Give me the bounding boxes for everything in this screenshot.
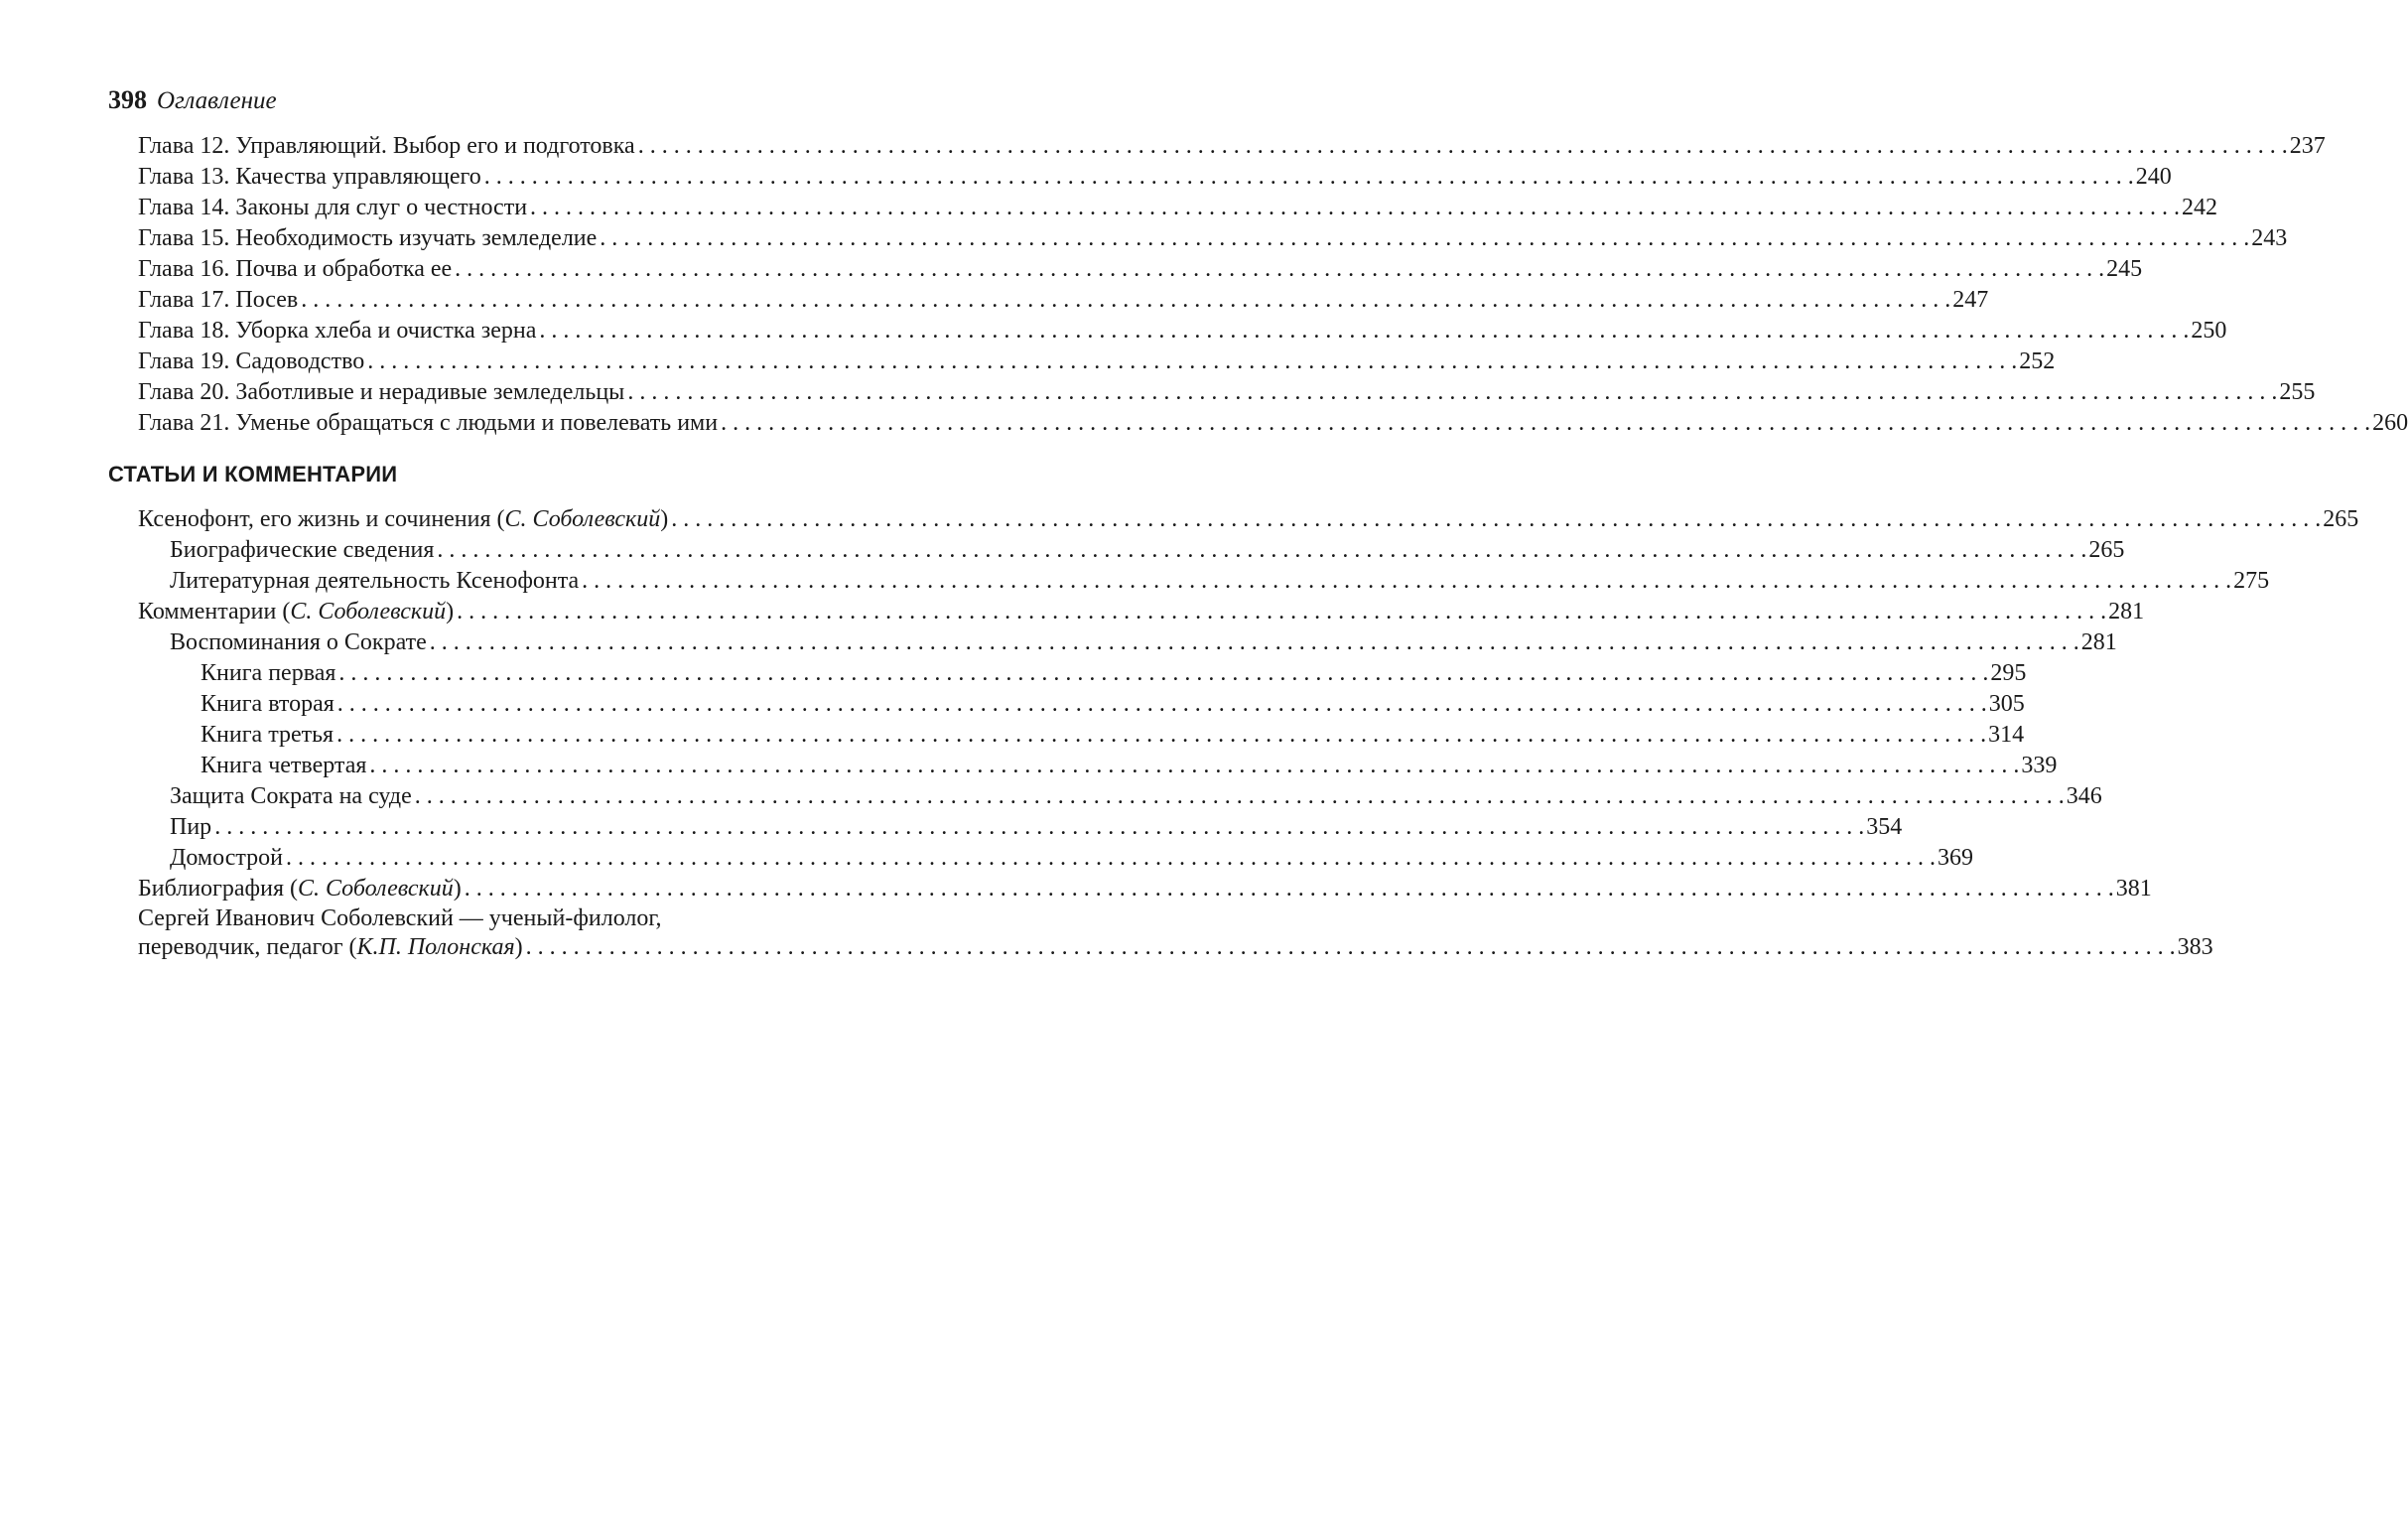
toc-entry-label: Книга вторая <box>201 691 334 717</box>
leader-dots <box>671 504 2321 535</box>
toc-entry-page: 369 <box>1937 845 1973 871</box>
section-heading: СТАТЬИ И КОММЕНТАРИИ <box>108 462 398 486</box>
toc-entry-label: Глава 20. Заботливые и нерадивые земледельцы <box>138 379 625 405</box>
toc-entry-label-line2: переводчик, педагог (К.П. Полонская) <box>138 934 523 960</box>
leader-dots <box>465 874 2114 904</box>
running-head <box>108 83 277 118</box>
toc-entry-label: Комментарии (С. Соболевский) <box>138 599 455 625</box>
leader-dots <box>457 597 2106 627</box>
toc-entry-page: 339 <box>2021 753 2058 778</box>
toc-entry[interactable] <box>138 223 2288 254</box>
leader-dots <box>484 162 2134 193</box>
toc-entry[interactable] <box>138 131 2326 162</box>
toc-entry-label: Литературная деятельность Ксенофонта <box>170 568 580 594</box>
toc-entry[interactable] <box>138 316 2227 347</box>
toc-entry-label: Глава 17. Посев <box>138 287 299 313</box>
toc-entry[interactable] <box>138 377 2316 408</box>
toc-entry-label: Домострой <box>170 845 283 871</box>
leader-dots <box>437 535 2086 566</box>
toc-entry-page: 275 <box>2233 568 2270 594</box>
toc-entry-author: К.П. Полонская <box>356 934 515 960</box>
toc-entry[interactable] <box>170 812 1903 843</box>
toc-entry-label: Ксенофонт, его жизнь и сочинения (С. Соболевский) <box>138 506 669 532</box>
toc-entry-author: С. Соболевский <box>298 876 454 902</box>
toc-entry-page: 265 <box>2323 506 2359 532</box>
toc-entry-page: 255 <box>2279 379 2316 405</box>
toc-entry-page: 260 <box>2372 410 2408 436</box>
toc-entry[interactable] <box>170 535 2125 566</box>
leader-dots <box>582 566 2231 597</box>
toc-entry[interactable] <box>138 347 2056 377</box>
toc-entry-page: 305 <box>1988 691 2025 717</box>
toc-entry-page: 247 <box>1952 287 1989 313</box>
toc-entry-page: 242 <box>2182 195 2218 220</box>
toc-entry[interactable] <box>138 254 2143 285</box>
leader-dots <box>530 193 2180 223</box>
toc-entry[interactable] <box>201 751 2058 781</box>
toc-entry-label: Книга первая <box>201 660 336 686</box>
toc-entry-page: 381 <box>2115 876 2152 902</box>
leader-dots <box>455 254 2104 285</box>
toc-entry-page: 383 <box>2177 934 2213 960</box>
toc-entry-page: 245 <box>2106 256 2143 282</box>
toc-entry-page: 243 <box>2251 225 2288 251</box>
toc-entry[interactable] <box>138 193 2218 223</box>
toc-entry-label: Глава 18. Уборка хлеба и очистка зерна <box>138 318 537 344</box>
leader-dots <box>721 408 2370 439</box>
toc-entry[interactable] <box>201 689 2025 720</box>
toc-entry[interactable] <box>201 720 2025 751</box>
toc-entry-page: 314 <box>1988 722 2025 748</box>
toc-entry-label: Глава 21. Уменье обращаться с людьми и повелевать ими <box>138 410 719 436</box>
leader-dots <box>600 223 2249 254</box>
toc-entry-label: Глава 14. Законы для слуг о честности <box>138 195 528 220</box>
leader-dots <box>336 720 1986 751</box>
running-title: Оглавление <box>157 87 277 114</box>
leader-dots <box>539 316 2189 347</box>
toc-entry-page: 237 <box>2289 133 2326 159</box>
leader-dots <box>369 751 2019 781</box>
toc-entry-page: 250 <box>2191 318 2227 344</box>
toc-entry[interactable] <box>138 285 1989 316</box>
toc-entry[interactable] <box>201 658 2027 689</box>
toc-entry[interactable] <box>170 843 1973 874</box>
toc-entry[interactable] <box>138 504 2359 535</box>
toc-entry-label: Книга третья <box>201 722 334 748</box>
leader-dots <box>337 689 1987 720</box>
chapter-list <box>0 131 2408 439</box>
leader-dots <box>338 658 1988 689</box>
leader-dots <box>430 627 2079 658</box>
toc-entry[interactable] <box>170 781 2102 812</box>
articles-list <box>0 504 2359 962</box>
toc-entry-label: Глава 13. Качества управляющего <box>138 164 481 190</box>
toc-entry-label: Глава 16. Почва и обработка ее <box>138 256 453 282</box>
toc-entry-page: 281 <box>2080 629 2117 655</box>
toc-entry-label: Библиография (С. Соболевский) <box>138 876 462 902</box>
toc-entry-page: 295 <box>1990 660 2027 686</box>
leader-dots <box>286 843 1936 874</box>
toc-entry-page: 354 <box>1866 814 1903 840</box>
toc-entry-author: С. Соболевский <box>290 599 447 625</box>
leader-dots <box>367 347 2017 377</box>
toc-entry-author: С. Соболевский <box>504 506 661 532</box>
toc-entry-label: Биографические сведения <box>170 537 435 563</box>
toc-entry[interactable] <box>170 627 2117 658</box>
leader-dots <box>301 285 1950 316</box>
toc-entry-label-line1: Сергей Иванович Соболевский — ученый-филолог, <box>138 905 662 931</box>
toc-entry[interactable] <box>170 566 2270 597</box>
toc-entry-page: 240 <box>2135 164 2172 190</box>
leader-dots <box>526 933 2176 962</box>
toc-entry[interactable] <box>138 874 2152 904</box>
leader-dots <box>415 781 2065 812</box>
leader-dots <box>638 131 2288 162</box>
leader-dots <box>627 377 2277 408</box>
toc-entry-label: Глава 15. Необходимость изучать земледелие <box>138 225 598 251</box>
toc-entry-label: Книга четвертая <box>201 753 367 778</box>
toc-entry-page: 252 <box>2019 348 2056 374</box>
toc-entry[interactable] <box>138 408 2408 439</box>
toc-entry[interactable] <box>138 162 2172 193</box>
toc-entry[interactable] <box>138 904 2213 962</box>
toc-entry-label: Глава 19. Садоводство <box>138 348 365 374</box>
toc-entry-label: Пир <box>170 814 212 840</box>
leader-dots <box>214 812 1864 843</box>
page-number: 398 <box>108 85 147 114</box>
toc-entry-page: 281 <box>2108 599 2145 625</box>
toc-entry-label: Защита Сократа на суде <box>170 783 412 809</box>
toc-entry-page: 265 <box>2088 537 2125 563</box>
toc-entry[interactable] <box>138 597 2145 627</box>
toc-entry-page: 346 <box>2066 783 2102 809</box>
toc-entry-label: Глава 12. Управляющий. Выбор его и подготовка <box>138 133 635 159</box>
toc-entry-label: Воспоминания о Сократе <box>170 629 427 655</box>
